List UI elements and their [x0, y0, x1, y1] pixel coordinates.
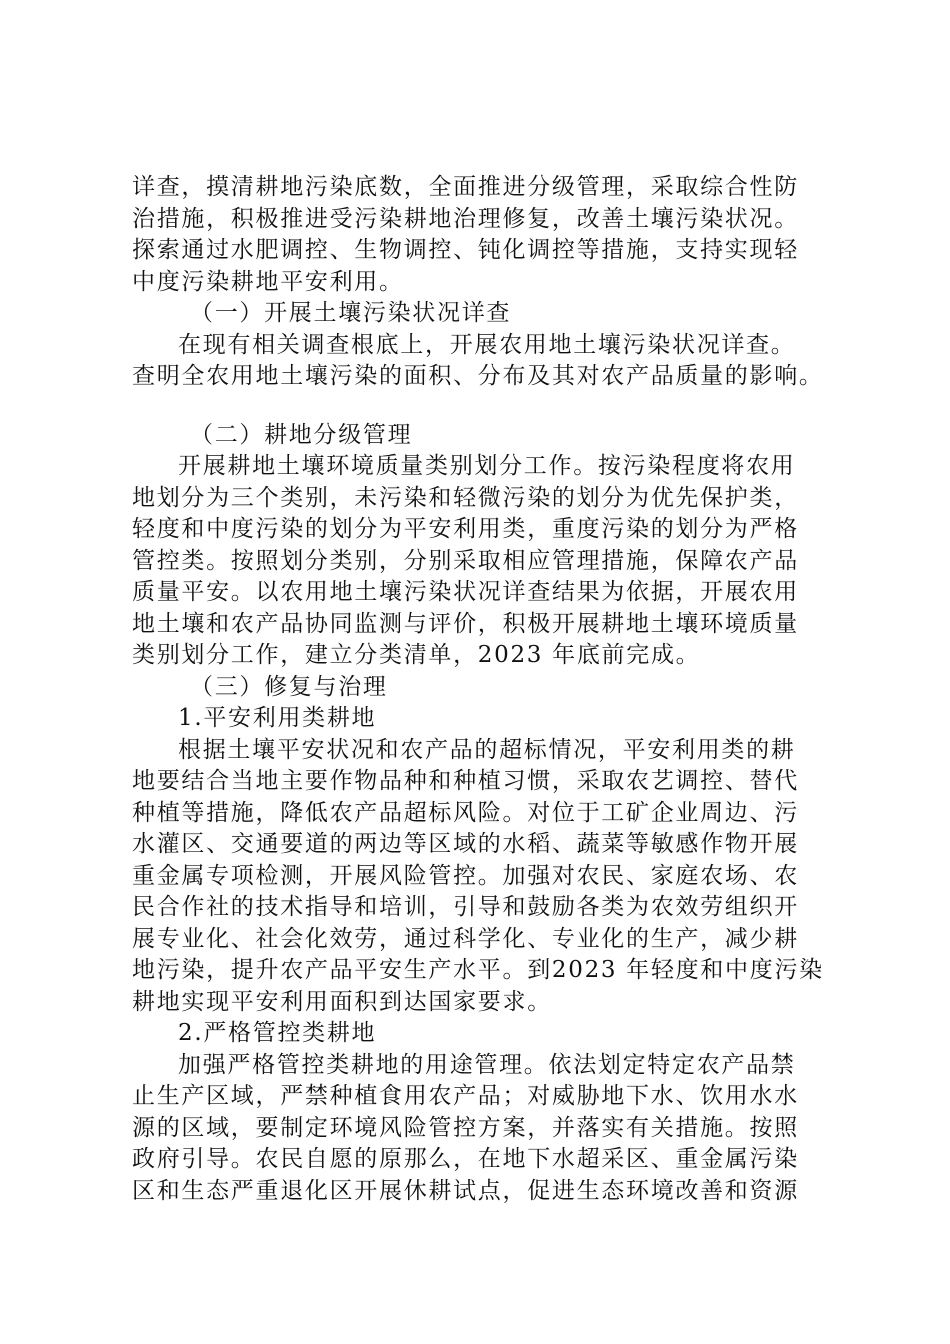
- text-line: 止生产区域，严禁种植食用农产品；对威胁地下水、饮用水水: [132, 1083, 799, 1109]
- text-line: 轻度和中度污染的划分为平安利用类，重度污染的划分为严格: [132, 516, 799, 542]
- text-line: 展专业化、社会化效劳，通过科学化、专业化的生产，减少耕: [132, 925, 799, 952]
- text-line: 详查，摸清耕地污染底数，全面推进分级管理，采取综合性防: [132, 174, 799, 200]
- text-line: 地要结合当地主要作物品种和种植习惯，采取农艺调控、替代: [132, 768, 799, 794]
- text-line: 地划分为三个类别，未污染和轻微污染的划分为优先保护类，: [132, 484, 799, 511]
- text-line: 质量平安。以农用地土壤污染状况详查结果为依据，开展农用: [132, 579, 799, 605]
- text-line: 开展耕地土壤环境质量类别划分工作。按污染程度将农用: [178, 453, 796, 479]
- text-line: 中度污染耕地平安利用。: [132, 268, 404, 295]
- text-line: 种植等措施，降低农产品超标风险。对位于工矿企业周边、污: [132, 799, 799, 826]
- text-line: 在现有相关调查根底上，开展农用地土壤污染状况详查。: [178, 331, 796, 358]
- document-page: [132, 172, 822, 1207]
- section-heading-2: （二）耕地分级管理: [190, 421, 413, 448]
- text-line: 源的区域，要制定环境风险管控方案，并落实有关措施。按照: [132, 1114, 799, 1141]
- text-line: 耕地实现平安利用面积到达国家要求。: [132, 988, 552, 1015]
- subsection-heading-1: 1.平安利用类耕地: [178, 705, 377, 731]
- subsection-heading-2: 2.严格管控类耕地: [178, 1020, 377, 1046]
- text-line: 水灌区、交通要道的两边等区域的水稻、蔬菜等敏感作物开展: [132, 831, 799, 857]
- section-heading-3: （三）修复与治理: [190, 673, 388, 700]
- text-line: 民合作社的技术指导和培训，引导和鼓励各类为农效劳组织开: [132, 894, 799, 920]
- text-line: 加强严格管控类耕地的用途管理。依法划定特定农产品禁: [178, 1051, 796, 1078]
- text-line: 探索通过水肥调控、生物调控、钝化调控等措施，支持实现轻: [132, 237, 799, 263]
- text-line: 治措施，积极推进受污染耕地治理修复，改善土壤污染状况。: [132, 205, 799, 232]
- text-line: 管控类。按照划分类别，分别采取相应管理措施，保障农产品: [132, 547, 799, 574]
- text-line: 查明全农用地土壤污染的面积、分布及其对农产品质量的影响。: [132, 363, 824, 389]
- text-line: 区和生态严重退化区开展休耕试点，促进生态环境改善和资源: [132, 1177, 799, 1204]
- section-heading-1: （一）开展土壤污染状况详查: [190, 300, 512, 326]
- text-line: 地土壤和农产品协同监测与评价，积极开展耕地土壤环境质量: [132, 610, 799, 637]
- text-line: 类别划分工作，建立分类清单，2023 年底前完成。: [132, 642, 701, 668]
- text-line: 根据土壤平安状况和农产品的超标情况，平安利用类的耕: [178, 736, 796, 763]
- text-line: 地污染，提升农产品平安生产水平。到2023 年轻度和中度污染: [132, 957, 824, 983]
- paragraph-gap: [132, 393, 822, 420]
- text-line: 政府引导。农民自愿的原那么，在地下水超采区、重金属污染: [132, 1146, 799, 1172]
- text-line: 重金属专项检测，开展风险管控。加强对农民、家庭农场、农: [132, 862, 799, 889]
